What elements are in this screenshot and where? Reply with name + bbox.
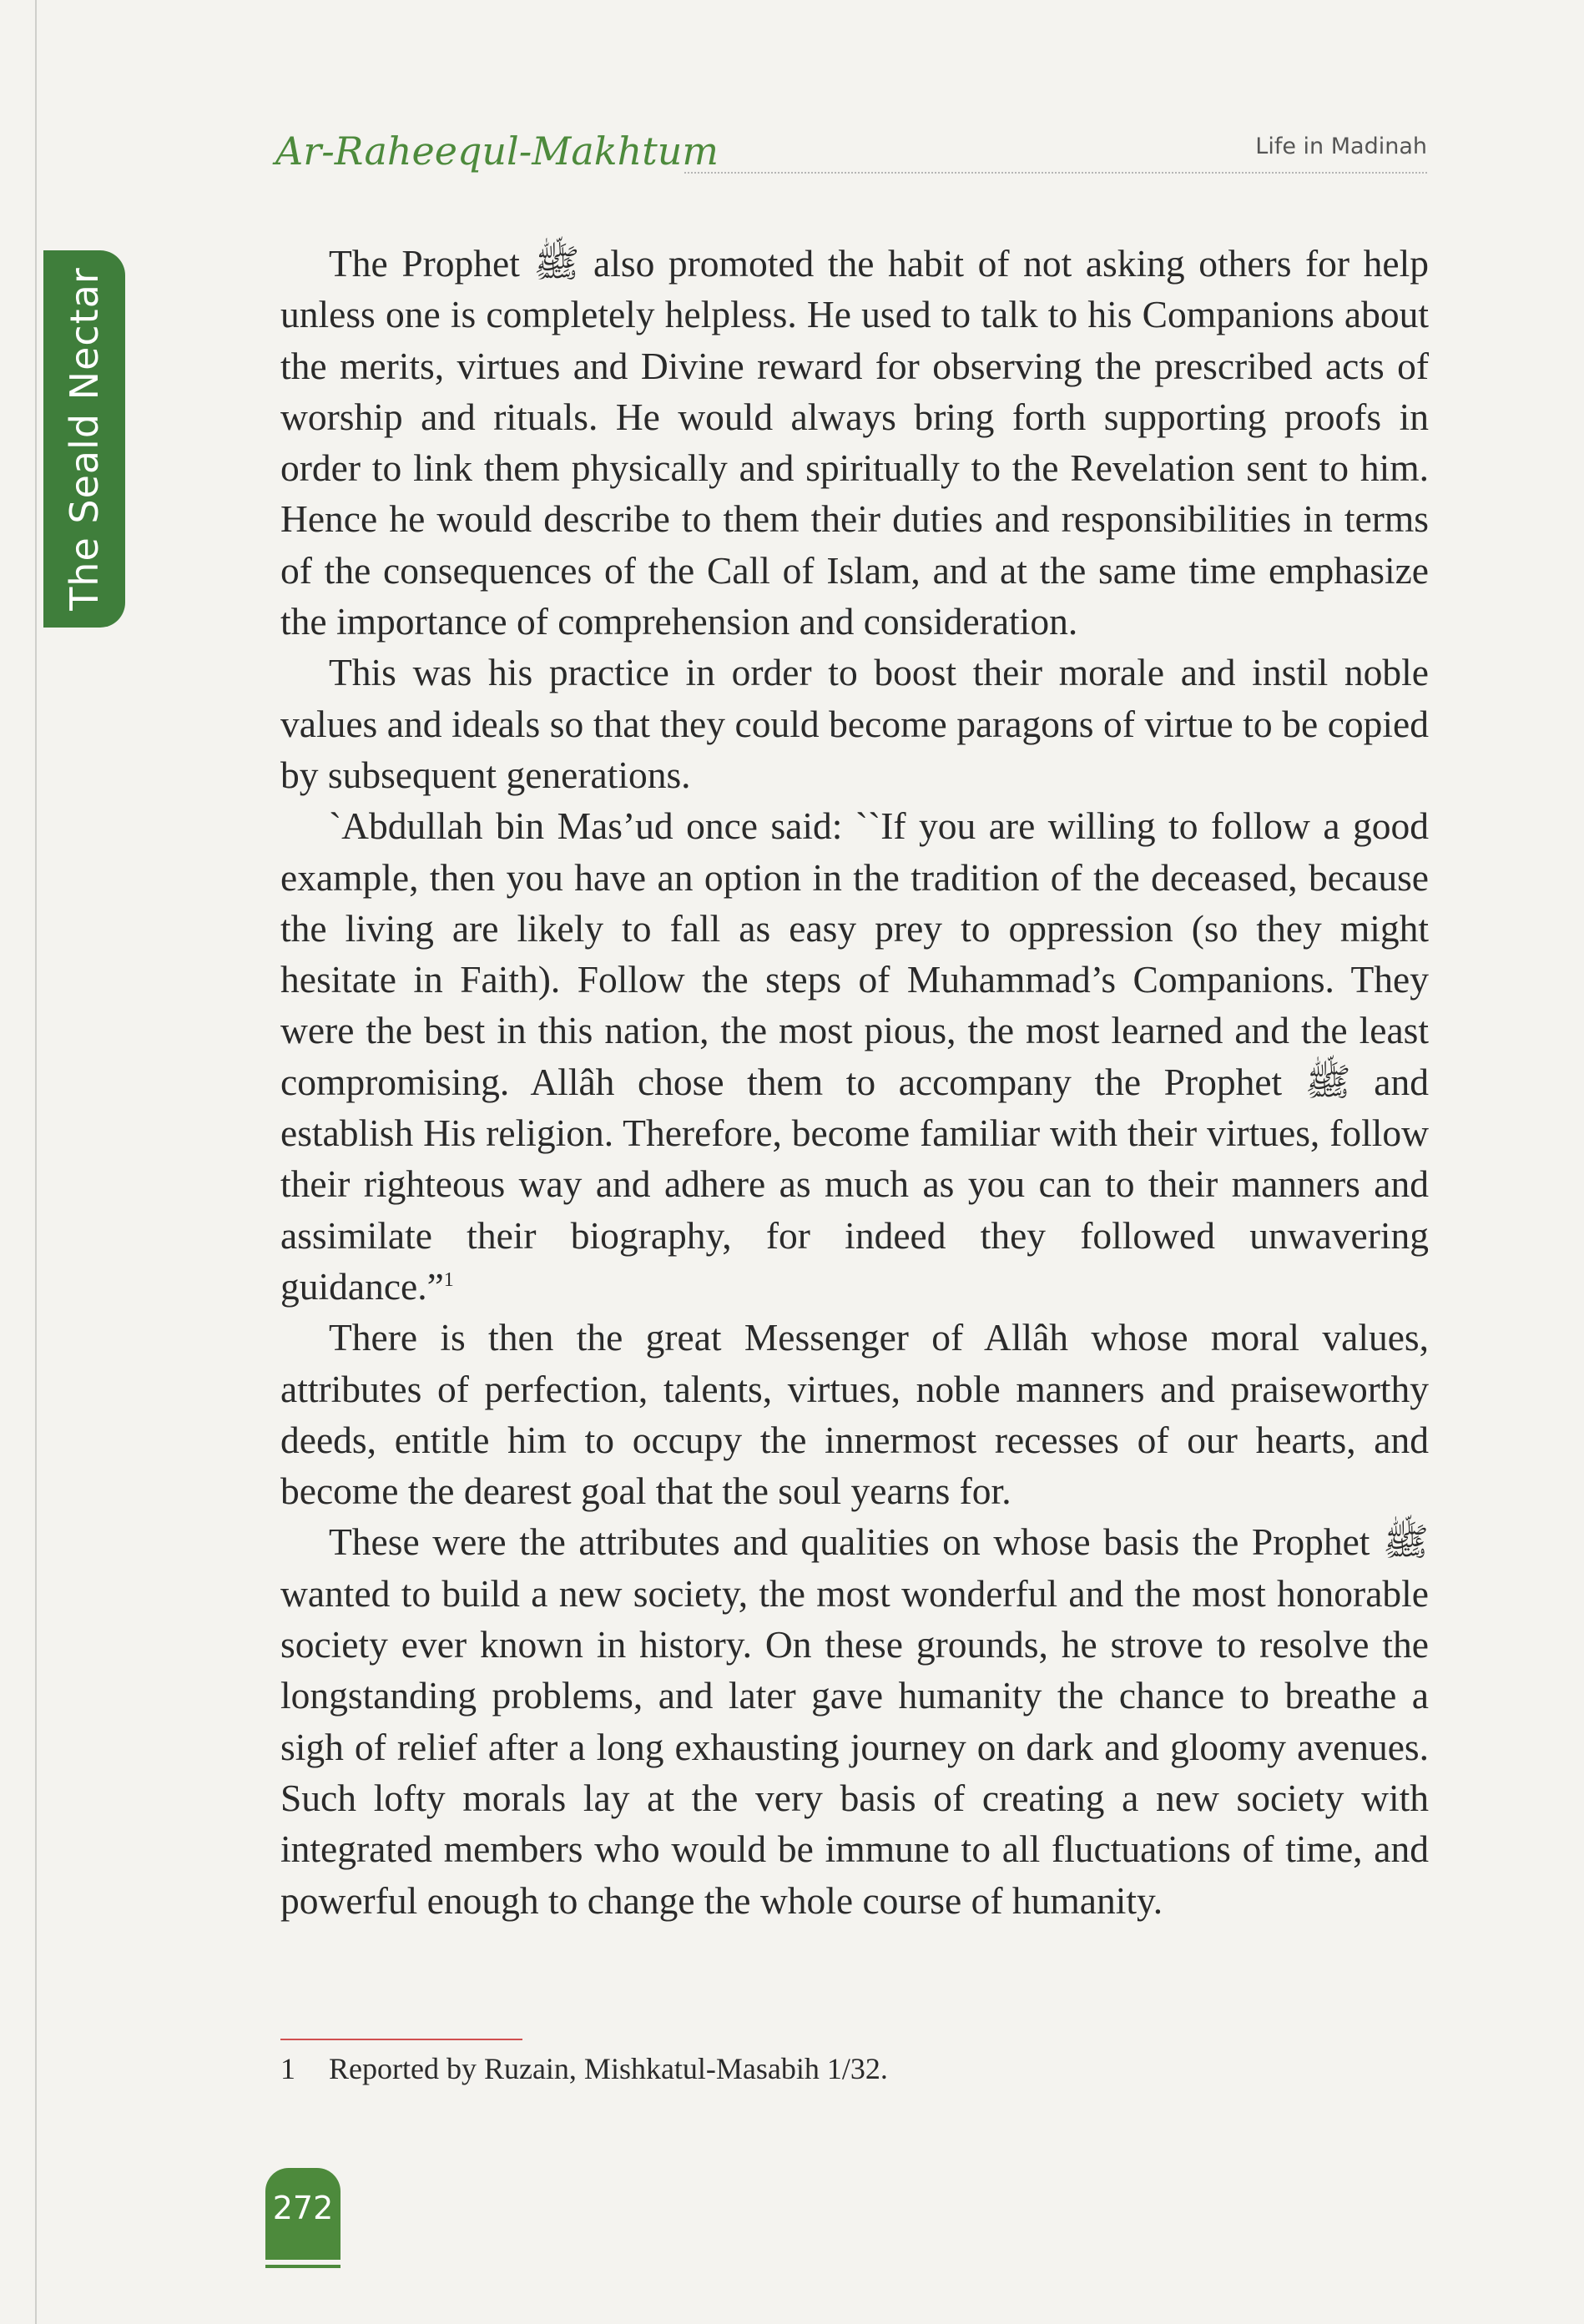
- paragraph-text: `Abdullah bin Mas’ud once said: ``If you are willing to follow a good example, then you have an option in the tradition of the deceased, because the living are likely to fall as easy prey to oppression (so they might hesitate in Faith). Follow the steps of Muhammad’s Companions. They were the best in this nation, the most pious, the most learned and the least compromising. Allâh chose them to accompany the Prophet ﷺ and establish His religion. Therefore, become familiar with their virtues, follow their righteous way and adhere as much as you can to their manners and assimilate their biography, for indeed they followed unwavering guidance.”: [280, 804, 1429, 1308]
- header-chapter-title: Life in Madinah: [1255, 134, 1427, 159]
- page-number-underline: [265, 2265, 341, 2268]
- page-number-badge: [265, 2168, 341, 2260]
- footnote: [280, 2049, 1429, 2089]
- header-brand-title: Ar-Raheequl-Makhtum: [275, 129, 719, 174]
- header-dotted-rule: [684, 172, 1427, 174]
- footnote-divider: [280, 2039, 522, 2040]
- paragraph: The Prophet ﷺ also promoted the habit of not asking others for help unless one is completely helpless. He used to talk to his Companions about the merits, virtues and Divine reward for observing the prescribed acts of worship and rituals. He would always bring forth supporting proofs in order to link them physically and spiritually to the Revelation sent to him. Hence he would describe to them their duties and responsibilities in terms of the consequences of the Call of Islam, and at the same time emphasize the importance of comprehension and consideration.: [280, 242, 1429, 643]
- paragraph: These were the attributes and qualities on whose basis the Prophet ﷺ wanted to build a new society, the most wonderful and the most honorable society ever known in history. On these grounds, he strove to resolve the longstanding problems, and later gave humanity the chance to breathe a sigh of relief after a long exhausting journey on dark and gloomy avenues. Such lofty morals lay at the very basis of creating a new society with integrated members who would be immune to all fluctuations of time, and powerful enough to change the whole course of humanity.: [280, 1520, 1429, 1922]
- running-header: [275, 117, 1427, 184]
- footnote-marker[interactable]: 1: [443, 1268, 454, 1291]
- body-text: [280, 238, 1429, 1926]
- paragraph: [280, 800, 1429, 1312]
- footnote-number: 1: [280, 2052, 295, 2085]
- paragraph: This was his practice in order to boost their morale and instil noble values and ideals so that they could become paragons of virtue to be copied by subsequent generations.: [280, 651, 1429, 796]
- paragraph: There is then the great Messenger of Allâh whose moral values, attributes of perfection, talents, virtues, noble manners and praiseworthy deeds, entitle him to occupy the innermost recesses of our hearts, and become the dearest goal that the soul yearns for.: [280, 1316, 1429, 1513]
- footnote-text: Reported by Ruzain, Mishkatul-Masabih 1/32.: [329, 2052, 888, 2085]
- page-edge-rule: [35, 0, 37, 2324]
- side-tab-label: The Seald Nectar: [62, 267, 107, 611]
- page-number: 272: [272, 2190, 334, 2226]
